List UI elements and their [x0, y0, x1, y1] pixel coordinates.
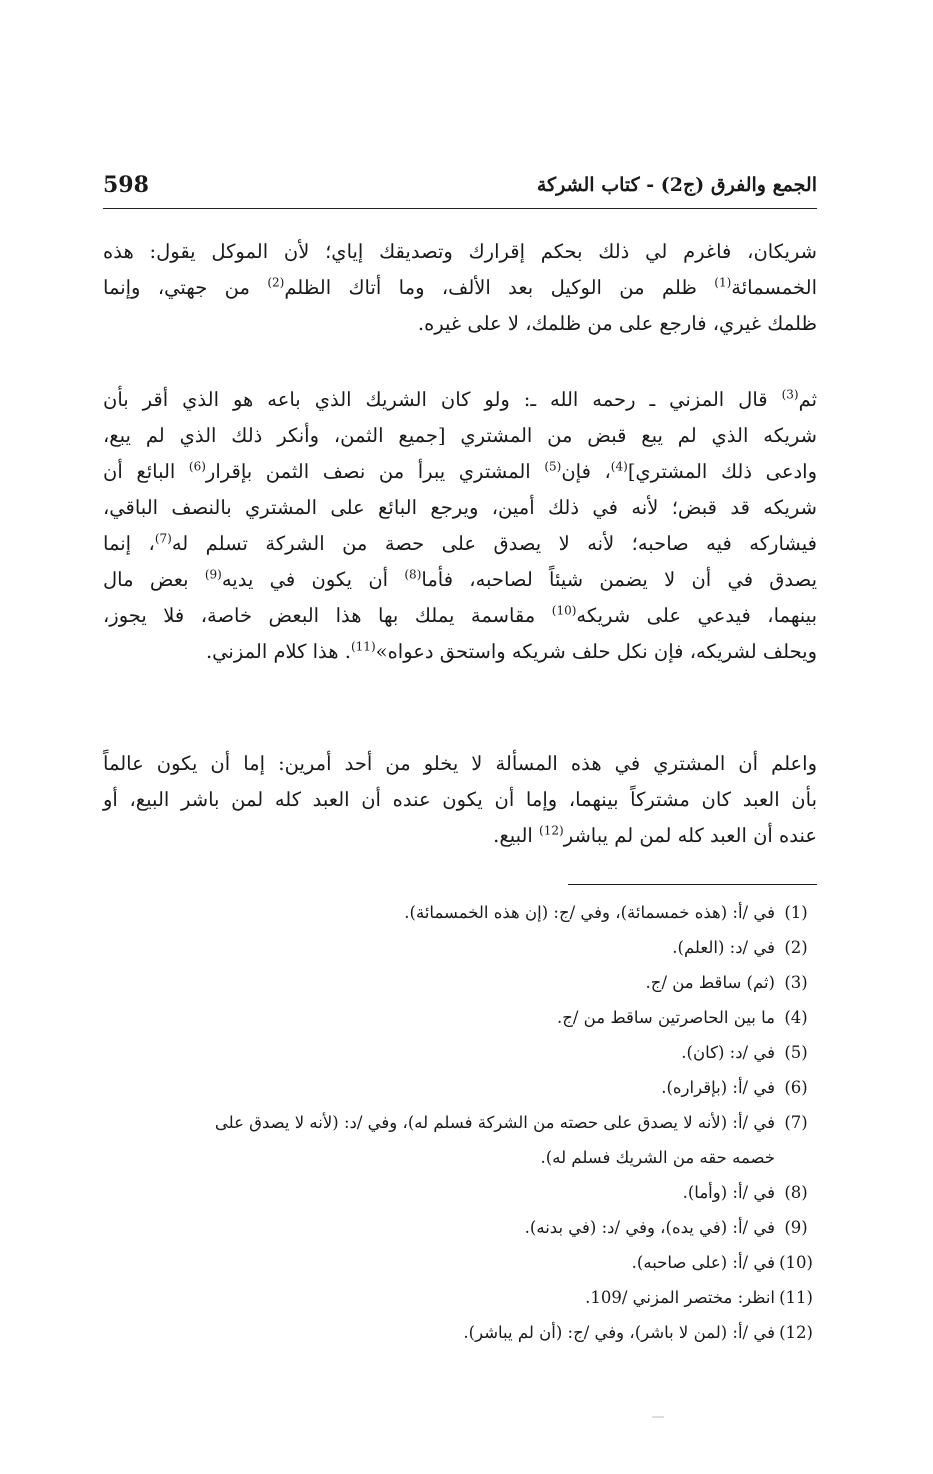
footnote-marker: (6) [188, 459, 206, 474]
footnote-10: (10)في /أ: (على صاحبه). [631, 1253, 813, 1272]
text-line: بينهما، فيدعي على شريكه$^{(10)}$ مقاسمة يملك بها هذا البعض خاصة، فلا يجوز، [103, 603, 817, 627]
footnote-6: (6)في /أ: (بإقراره). [661, 1078, 808, 1097]
footnote-marker: (8) [404, 567, 422, 582]
text-line: شريكه الذي لم يبع قبض من المشتري [جميع الثمن، وأنكر ذلك الذي لم يبع، [103, 424, 817, 447]
footnote-marker: (10) [551, 603, 577, 618]
footnote-5: (5)في /د: (كان). [681, 1043, 808, 1062]
page-header [103, 172, 817, 209]
footnote-7-continuation: خصمه حقه من الشريك فسلم له). [540, 1148, 775, 1167]
footnote-marker: (12) [539, 823, 564, 838]
text-line: وادعى ذلك المشتري]$^{(4)}$، فإن$^{(5)}$ المشتري يبرأ من نصف الثمن بإقرار$^{(6)}$ البائع أن [103, 459, 817, 483]
footnote-marker: (3) [781, 387, 799, 402]
footnote-4: (4)ما بين الحاصرتين ساقط من /ج. [556, 1008, 808, 1027]
footnote-marker: (7) [154, 531, 172, 546]
text-line: شريكه قد قبض؛ لأنه في ذلك أمين، ويرجع البائع على المشتري بالنصف الباقي، [103, 496, 817, 519]
text-line: ظلمك غيري، فارجع على من ظلمك، لا على غيره. [417, 312, 817, 335]
text-line: شريكان، فاغرم لي ذلك بحكم إقرارك وتصديقك إياي؛ لأن الموكل يقول: هذه [103, 240, 817, 263]
paragraph-2 [103, 382, 817, 670]
paragraph-1 [103, 234, 817, 342]
footnote-11: (11)انظر: مختصر المزني /109. [585, 1288, 813, 1307]
text-line: يصدق في أن لا يضمن شيئاً لصاحبه، فأما$^{(8)}$ أن يكون في يديه$^{(9)}$ بعض مال [103, 567, 817, 591]
footnote-marker: (5) [544, 459, 562, 474]
text-line: فيشاركه فيه صاحبه؛ لأنه لا يصدق على حصة من الشركة تسلم له$^{(7)}$، إنما [103, 531, 817, 555]
footnote-marker: (11) [350, 639, 376, 654]
footnote-marker: (9) [204, 567, 222, 582]
footnote-marker: (2) [267, 275, 285, 290]
footnote-marker: (4) [610, 459, 628, 474]
footnote-2: (2)في /د: (العلم). [672, 938, 808, 957]
footnote-12: (12)في /أ: (لمن لا باشر)، وفي /ج: (أن لم يباشر). [463, 1323, 813, 1342]
running-title: الجمع والفرق (ج2) - كتاب الشركة [536, 174, 817, 196]
text-line: بأن العبد كان مشتركاً بينهما، وإما أن يكون عنده أن العبد كله لمن باشر البيع، أو [103, 788, 817, 811]
text-line: عنده أن العبد كله لمن لم يباشر$^{(12)}$ البيع. [493, 823, 817, 847]
footnote-marker: (1) [714, 275, 732, 290]
footnote-9: (9)في /أ: (في يده)، وفي /د: (في بدنه). [524, 1218, 808, 1237]
footnote-7: (7)في /أ: (لأنه لا يصدق على حصته من الشركة فسلم له)، وفي /د: (لأنه لا يصدق على [214, 1113, 808, 1132]
text-line: واعلم أن المشتري في هذه المسألة لا يخلو من أحد أمرين: إما أن يكون عالماً [103, 752, 817, 775]
footnote-1: (1)في /أ: (هذه خمسمائة)، وفي /ج: (إن هذه الخمسمائة). [404, 903, 808, 922]
page-number: 598 [103, 172, 149, 198]
footnote-8: (8)في /أ: (وأما). [682, 1183, 808, 1202]
scan-speck [652, 1416, 664, 1418]
footnote-separator [568, 884, 817, 885]
footnote-3: (3)(ثم) ساقط من /ج. [645, 973, 808, 992]
text-line: ويحلف لشريكه، فإن نكل حلف شريكه واستحق دعواه»$^{(11)}$. هذا كلام المزني. [205, 639, 817, 663]
text-line: ثم$^{(3)}$ قال المزني ـ رحمه الله ـ: ولو كان الشريك الذي باعه هو الذي أقر بأن [103, 387, 817, 411]
text-line: الخمسمائة$^{(1)}$ ظلم من الوكيل بعد الألف، وما أتاك الظلم$^{(2)}$ من جهتي، وإنما [103, 275, 817, 299]
paragraph-3 [103, 746, 817, 854]
